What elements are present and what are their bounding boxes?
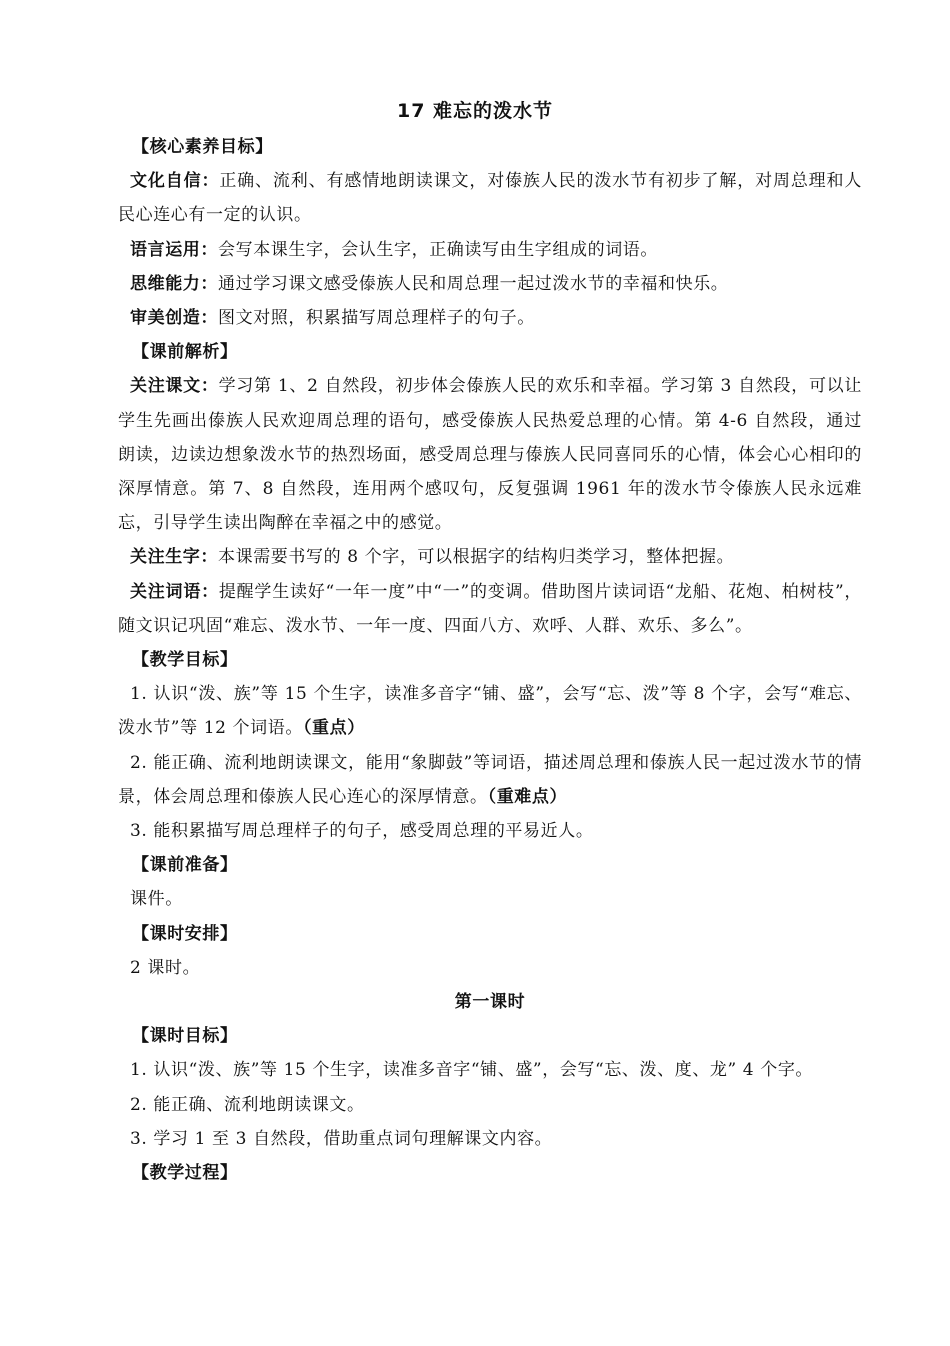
pre-analysis-characters: 关注生字：本课需要书写的 8 个字，可以根据字的结构归类学习，整体把握。 [130,547,735,568]
lesson-goal-2: 2. 能正确、流利地朗读课文。 [130,1094,365,1115]
pre-analysis-text: 关注课文：学习第 1、2 自然段，初步体会傣族人民的欢乐和幸福。学习第 3 自然段，可以让学生先画出傣族人民欢迎周总理的语句，感受傣族人民热爱总理的心情。第 4-6 自然段，通过朗读，边读边想象泼水节的热烈场面，感受周总理与傣族人民同喜同乐的心情，体会心心相印的深厚情意。第 7、8 自然段，连用两个感叹句，反复强调 1961 年的泼水节令傣族人民永远难忘，引导学生读出陶醉在幸福之中的感觉。 [118,376,863,534]
document-body [118,130,862,1190]
core-goal-thinking: 思维能力：通过学习课文感受傣族人民和周总理一起过泼水节的幸福和快乐。 [130,273,729,294]
core-goal-language: 语言运用：会写本课生字，会认生字，正确读写由生字组成的词语。 [130,239,658,260]
lesson-title: 17 难忘的泼水节 [396,100,554,122]
section-heading-pre-analysis: 【课前解析】 [132,342,238,363]
lesson-goal-3: 3. 学习 1 至 3 自然段，借助重点词句理解课文内容。 [130,1128,553,1149]
teaching-goal-1: 1. 认识“泼、族”等 15 个生字，读准多音字“铺、盛”，会写“忘、泼”等 8 个字，会写“难忘、泼水节”等 12 个词语。（重点） [118,684,862,739]
section-heading-lesson-goals: 【课时目标】 [132,1026,238,1047]
section-heading-core-goals: 【核心素养目标】 [132,137,273,157]
teaching-goal-2: 2. 能正确、流利地朗读课文，能用“象脚鼓”等词语，描述周总理和傣族人民一起过泼水节的情景，体会周总理和傣族人民心连心的深厚情意。（重难点） [118,752,862,807]
lesson-goal-1: 1. 认识“泼、族”等 15 个生字，读准多音字“铺、盛”，会写“忘、泼、度、龙” 4 个字。 [130,1060,814,1081]
teaching-goal-3: 3. 能积累描写周总理样子的句子，感受周总理的平易近人。 [130,821,594,842]
core-goal-aesthetic: 审美创造：图文对照，积累描写周总理样子的句子。 [130,308,535,329]
pre-analysis-words: 关注词语：提醒学生读好“一年一度”中“一”的变调。借助图片读词语“龙船、花炮、柏树枝”，随文识记巩固“难忘、泼水节、一年一度、四面八方、欢呼、人群、欢乐、多么”。 [118,581,863,636]
preparation-text: 课件。 [130,889,183,910]
lesson-one-title: 第一课时 [454,992,526,1013]
section-heading-preparation: 【课前准备】 [132,855,238,876]
schedule-text: 2 课时。 [130,957,201,978]
core-goal-culture: 文化自信：正确、流利、有感情地朗读课文，对傣族人民的泼水节有初步了解，对周总理和人民心连心有一定的认识。 [118,171,863,226]
section-heading-process: 【教学过程】 [132,1163,238,1184]
section-heading-schedule: 【课时安排】 [132,923,238,944]
section-heading-teaching-goals: 【教学目标】 [132,650,238,671]
